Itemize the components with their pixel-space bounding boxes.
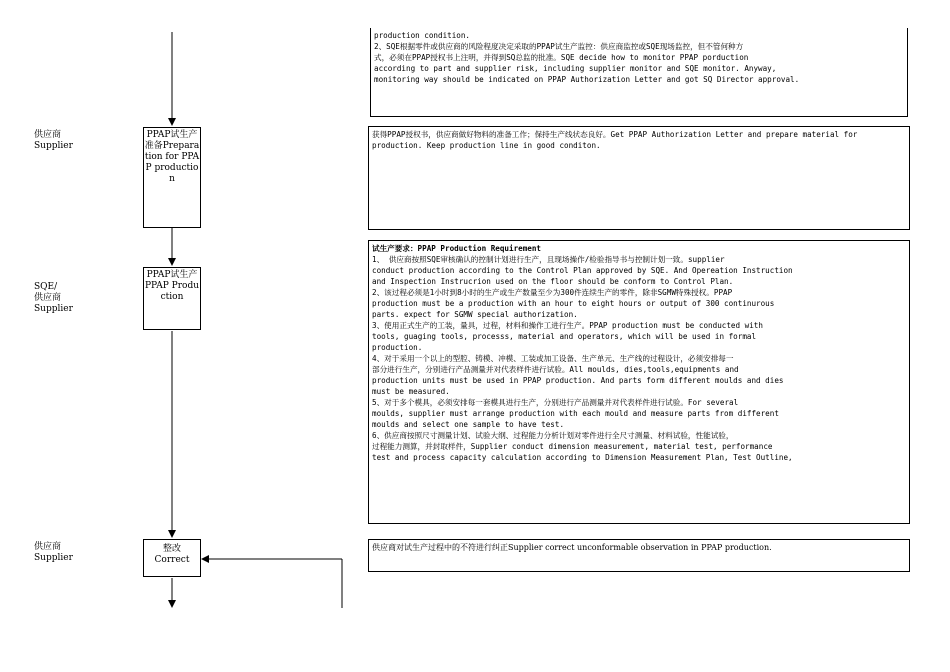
desc-text: 获得PPAP授权书，供应商做好物料的准备工作；保持生产线状态良好。Get PPAP Authorization Letter and prepare material for production. Keep production line in good conditon.	[372, 130, 858, 150]
desc-line: production.	[372, 343, 423, 352]
role-sqe-supplier-production	[34, 282, 73, 315]
desc-line: 2、SQE根据零件或供应商的风险程度决定采取的PPAP试生产监控：供应商监控或SQE现场监控，但不管何种方	[374, 42, 744, 51]
desc-line: production must be a production with an hour to eight hours or output of 300 continurous	[372, 299, 775, 308]
desc-line: and Inspection Instrucrion used on the floor should be conform to Control Plan.	[372, 277, 734, 286]
step-label: PPAP试生产准备Preparation for PPAP production	[144, 130, 200, 184]
desc-line: 6、供应商按照尺寸测量计划、试验大纲、过程能力分析计划对零件进行全尺寸测量、材料试验，性能试验，	[372, 431, 734, 440]
desc-title: 试生产要求：PPAP Production Requirement	[372, 244, 542, 253]
step-box-ppap-production	[143, 267, 201, 330]
desc-line: 式，必须在PPAP授权书上注明，并得到SQ总监的批准。SQE decide how to monitor PPAP porduction	[374, 53, 749, 62]
desc-line: production condition.	[374, 31, 471, 40]
role-cn: 供应商	[34, 542, 62, 552]
role-cn: 供应商	[34, 293, 62, 303]
role-en: Supplier	[34, 141, 73, 151]
role-line1: SQE/	[34, 282, 58, 292]
description-block-production-requirement	[368, 240, 910, 524]
step-label-en: Correct	[154, 555, 190, 565]
role-cn: 供应商	[34, 130, 62, 140]
desc-line: 部分进行生产，分别进行产品测量并对代表样件进行试验。All moulds, dies,tools,equipments and	[372, 365, 739, 374]
desc-line: 1、 供应商按照SQE审核确认的控制计划进行生产，且现场操作/检验指导书与控制计划一致。supplier	[372, 255, 725, 264]
description-block-monitoring	[370, 28, 908, 117]
desc-line: 4、对于采用一个以上的型腔、铸模、冲模、工装或加工设备、生产单元、生产线的过程设计，必须安排每一	[372, 354, 734, 363]
step-box-correct	[143, 539, 201, 577]
description-block-preparation	[368, 126, 910, 230]
step-box-ppap-preparation	[143, 127, 201, 228]
desc-line: 过程能力测算，并封取样件，Supplier conduct dimension measurement, material test, performance	[372, 442, 773, 451]
desc-line: must be measured.	[372, 387, 450, 396]
desc-line: conduct production according to the Control Plan approved by SQE. And Opereation Instruction	[372, 266, 793, 275]
desc-line: test and process capacity calculation according to Dimension Measurement Plan, Test Outline,	[372, 453, 793, 462]
desc-line: tools, guaging tools, processs, material and operators, which will be used in formal	[372, 332, 757, 341]
desc-line: monitoring way should be indicated on PPAP Authorization Letter and got SQ Director approval.	[374, 75, 800, 84]
step-label: PPAP试生产PPAP Production	[144, 270, 200, 302]
role-supplier-preparation	[34, 130, 73, 152]
role-supplier-correct	[34, 542, 73, 564]
desc-line: 3、使用正式生产的工装，量具，过程，材料和操作工进行生产。PPAP production must be conducted with	[372, 321, 763, 330]
role-en: Supplier	[34, 304, 73, 314]
desc-line: according to part and supplier risk, including supplier monitor and SQE monitor. Anyway,	[374, 64, 777, 73]
desc-line: 5、对于多个模具，必须安排每一套模具进行生产，分别进行产品测量并对代表样件进行试验。For several	[372, 398, 739, 407]
desc-line: production units must be used in PPAP production. And parts form different moulds and dies	[372, 376, 784, 385]
description-block-correct	[368, 539, 910, 572]
desc-line: moulds and select one sample to have test.	[372, 420, 565, 429]
step-label-cn: 整改	[162, 544, 181, 554]
desc-line: moulds, supplier must arrange production with each mould and measure parts from different	[372, 409, 779, 418]
desc-text: 供应商对试生产过程中的不符进行纠正Supplier correct unconformable observation in PPAP production.	[372, 543, 772, 552]
role-en: Supplier	[34, 553, 73, 563]
desc-line: 2、该过程必须是1小时到8小时的生产或生产数量至少为300件连续生产的零件，除非SGMW特殊授权。PPAP	[372, 288, 733, 297]
desc-line: parts. expect for SGMW special authorization.	[372, 310, 578, 319]
